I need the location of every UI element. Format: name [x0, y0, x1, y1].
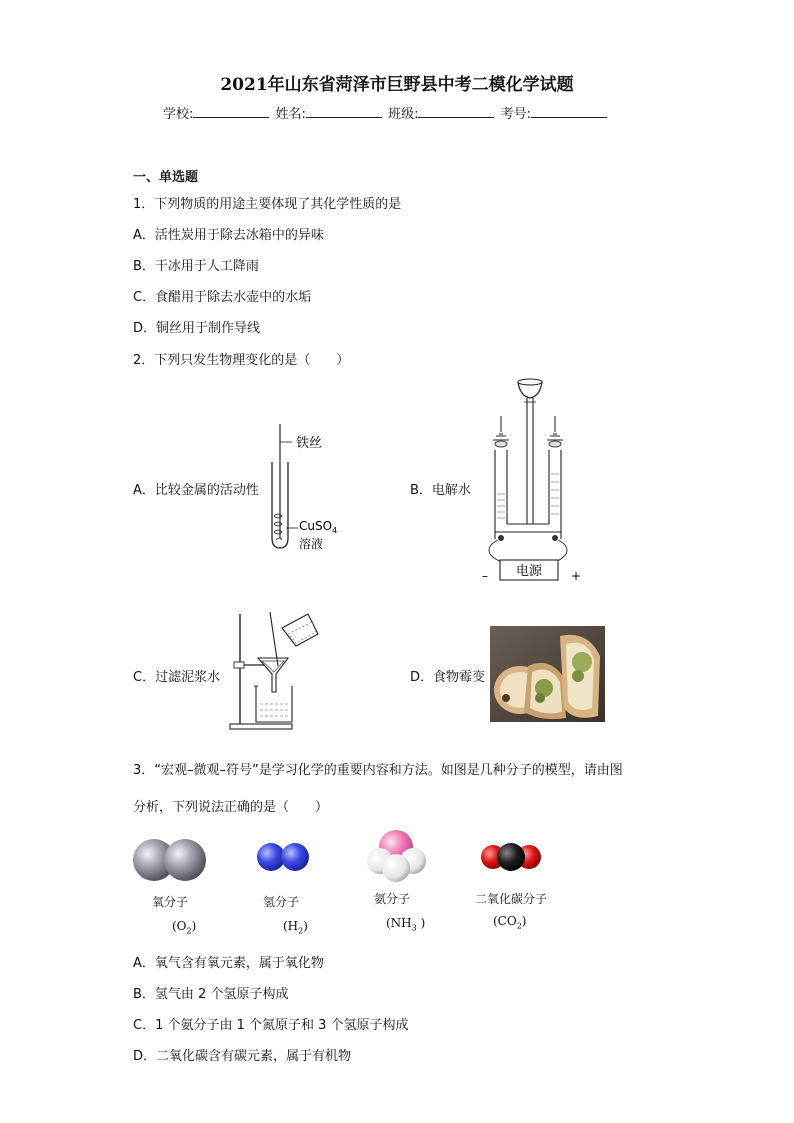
q1-option-c: C．食醋用于除去水壶中的水垢	[133, 290, 312, 305]
q2-option-a: A．比较金属的活动性	[133, 483, 259, 498]
filtration-apparatus	[226, 608, 320, 736]
name-label: 姓名:	[275, 107, 306, 122]
name-blank	[306, 104, 382, 118]
carbon-dioxide-molecule-model	[481, 843, 541, 871]
moldy-bread-photo	[490, 626, 605, 722]
hydrogen-molecule-model	[257, 843, 309, 871]
negative-terminal-label: –	[482, 569, 488, 583]
co2-formula: $(CO_2)$	[493, 914, 527, 931]
q3-option-b: B．氢气由 2 个氢原子构成	[133, 987, 289, 1002]
power-supply-label: 电源	[515, 564, 543, 579]
hydrogen-molecule-name: 氢分子	[263, 895, 300, 909]
q2-option-b: B．电解水	[410, 483, 471, 498]
class-blank	[418, 104, 494, 118]
q1-stem: 1．下列物质的用途主要体现了其化学性质的是	[133, 197, 402, 212]
positive-terminal-label: +	[571, 569, 582, 583]
ammonia-molecule-name: 氨分子	[374, 892, 411, 906]
q3-stem-line2: 分析，下列说法正确的是（ ）	[133, 800, 329, 815]
hydrogen-formula: $(H_2)$	[283, 919, 308, 936]
q1-option-b: B．干冰用于人工降雨	[133, 259, 259, 274]
solution-swirl	[274, 514, 282, 540]
q3-option-a: A．氧气含有氧元素，属于氧化物	[133, 956, 324, 971]
q3-option-d: D．二氧化碳含有碳元素，属于有机物	[133, 1049, 352, 1064]
exam-number-blank	[531, 104, 607, 118]
ammonia-formula: ($NH_3$ )	[386, 916, 426, 933]
q2-option-d: D．食物霉变	[410, 670, 486, 685]
cuso4-label: CuSO$_4$	[299, 519, 338, 535]
ammonia-molecule-model	[367, 830, 426, 882]
exam-number-label: 考号:	[500, 107, 531, 122]
q3-stem-line1: 3．“宏观–微观–符号”是学习化学的重要内容和方法。如图是几种分子的模型，请由图	[133, 763, 623, 778]
q1-option-d: D．铜丝用于制作导线	[133, 321, 261, 336]
section-heading: 一、单选题	[133, 170, 199, 185]
student-info-line	[163, 103, 609, 122]
oxygen-molecule-name: 氧分子	[152, 895, 189, 909]
q2-stem: 2．下列只发生物理变化的是（ ）	[133, 353, 350, 368]
school-label: 学校:	[163, 107, 194, 122]
molecule-models	[130, 830, 570, 890]
electrolysis-apparatus	[478, 374, 586, 584]
q2-option-c: C．过滤泥浆水	[133, 670, 221, 685]
page-title: 2021年山东省菏泽市巨野县中考二模化学试题	[220, 75, 574, 95]
q1-option-a: A．活性炭用于除去冰箱中的异味	[133, 228, 324, 243]
oxygen-formula: $(O_2)$	[172, 919, 197, 936]
iron-wire-label: 铁丝	[296, 436, 323, 451]
oxygen-molecule-model	[133, 839, 206, 881]
school-blank	[193, 104, 269, 118]
co2-molecule-name: 二氧化碳分子	[475, 892, 548, 906]
test-tube-figure	[262, 420, 352, 555]
solution-label: 溶液	[299, 537, 324, 551]
class-label: 班级:	[388, 107, 419, 122]
q3-option-c: C．1 个氨分子由 1 个氮原子和 3 个氢原子构成	[133, 1018, 409, 1033]
